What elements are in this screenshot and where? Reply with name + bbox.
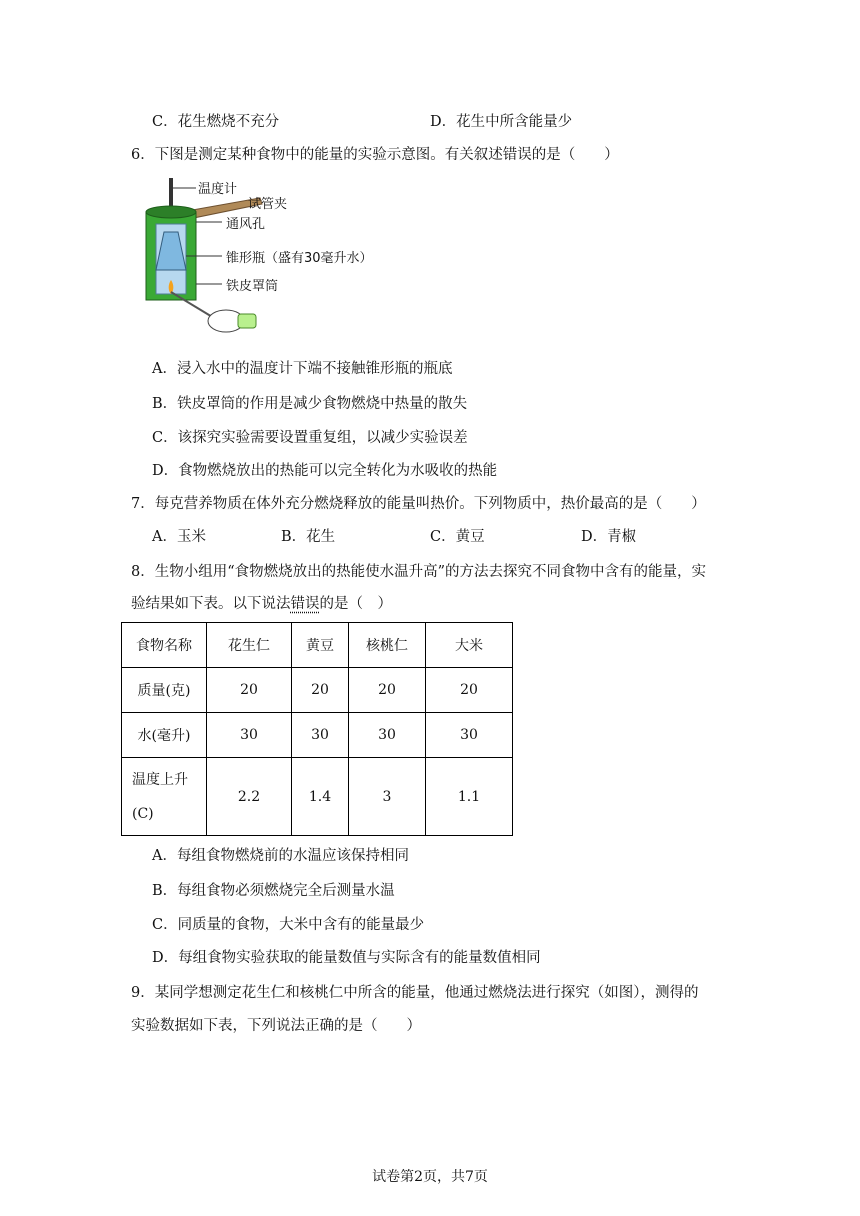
- q7-option-c: C．黄豆: [430, 529, 485, 545]
- table-row: [122, 758, 513, 836]
- q8-stem-emphasis: 错误: [290, 596, 320, 612]
- temp-label-line1: 温度上升: [132, 771, 188, 788]
- page-footer: 试卷第2页，共7页: [372, 1169, 488, 1185]
- q7-option-d: D．青椒: [581, 529, 637, 545]
- q6-option-d: D．食物燃烧放出的热能可以完全转化为水吸收的热能: [152, 463, 498, 479]
- q7-option-b: B．花生: [281, 529, 336, 545]
- table-header-cell: 花生仁: [207, 623, 292, 668]
- table-cell: 20: [207, 668, 292, 713]
- q9-stem-line2: 实验数据如下表，下列说法正确的是（ ）: [131, 1018, 421, 1034]
- flask-label: 锥形瓶（盛有30毫升水）: [226, 251, 373, 266]
- table-cell: 30: [207, 713, 292, 758]
- table-cell: 20: [292, 668, 349, 713]
- table-header-cell: 黄豆: [292, 623, 349, 668]
- q7-stem: 7．每克营养物质在体外充分燃烧释放的能量叫热价。下列物质中，热价最高的是（ ）: [131, 496, 706, 512]
- q8-option-d: D．每组食物实验获取的能量数值与实际含有的能量数值相同: [152, 950, 541, 966]
- table-cell: 20: [349, 668, 426, 713]
- q5-option-c: C．花生燃烧不充分: [152, 114, 280, 130]
- q6-option-b: B．铁皮罩筒的作用是减少食物燃烧中热量的散失: [152, 396, 468, 412]
- table-header-cell: 大米: [426, 623, 513, 668]
- table-cell: 质量(克): [122, 668, 207, 713]
- q6-stem: 6．下图是测定某种食物中的能量的实验示意图。有关叙述错误的是（ ）: [131, 147, 619, 163]
- table-row: [122, 713, 513, 758]
- clamp-label: 试管夹: [248, 197, 288, 212]
- q8-stem-line1: 8．生物小组用“食物燃烧放出的热能使水温升高”的方法去探究不同食物中含有的能量，实: [131, 564, 707, 580]
- table-cell: 30: [426, 713, 513, 758]
- q8-stem-line2: [131, 594, 392, 614]
- vent-label: 通风孔: [226, 217, 266, 232]
- q6-option-a: A．浸入水中的温度计下端不接触锥形瓶的瓶底: [152, 361, 453, 377]
- q8-stem-post: 的是（ ）: [319, 596, 392, 612]
- table-header-cell: 核桃仁: [349, 623, 426, 668]
- temp-label-line2: (C): [132, 805, 154, 822]
- thermometer-label: 温度计: [198, 182, 238, 197]
- table-row: [122, 668, 513, 713]
- q6-experiment-figure: [140, 176, 400, 348]
- table-cell: 20: [426, 668, 513, 713]
- table-cell: 2.2: [207, 758, 292, 836]
- shield-label: 铁皮罩筒: [226, 279, 279, 294]
- q6-option-c: C．该探究实验需要设置重复组，以减少实验误差: [152, 430, 468, 446]
- q9-stem-line1: 9．某同学想测定花生仁和核桃仁中所含的能量，他通过燃烧法进行探究（如图），测得的: [131, 985, 699, 1001]
- q8-option-c: C．同质量的食物，大米中含有的能量最少: [152, 917, 425, 933]
- table-header-cell: 食物名称: [122, 623, 207, 668]
- table-cell: 30: [292, 713, 349, 758]
- calorimeter-diagram: [140, 176, 400, 348]
- table-cell: 30: [349, 713, 426, 758]
- table-header-row: [122, 623, 513, 668]
- table-cell: [122, 758, 207, 836]
- table-cell: 水(毫升): [122, 713, 207, 758]
- table-cell: 1.1: [426, 758, 513, 836]
- q8-option-a: A．每组食物燃烧前的水温应该保持相同: [152, 848, 409, 864]
- q5-option-d: D．花生中所含能量少: [430, 114, 573, 130]
- q8-stem-pre: 验结果如下表。以下说法: [131, 596, 291, 612]
- table-cell: 3: [349, 758, 426, 836]
- q7-option-a: A．玉米: [152, 529, 206, 545]
- q8-data-table: [121, 622, 513, 836]
- table-cell: 1.4: [292, 758, 349, 836]
- q8-option-b: B．每组食物必须燃烧完全后测量水温: [152, 883, 395, 899]
